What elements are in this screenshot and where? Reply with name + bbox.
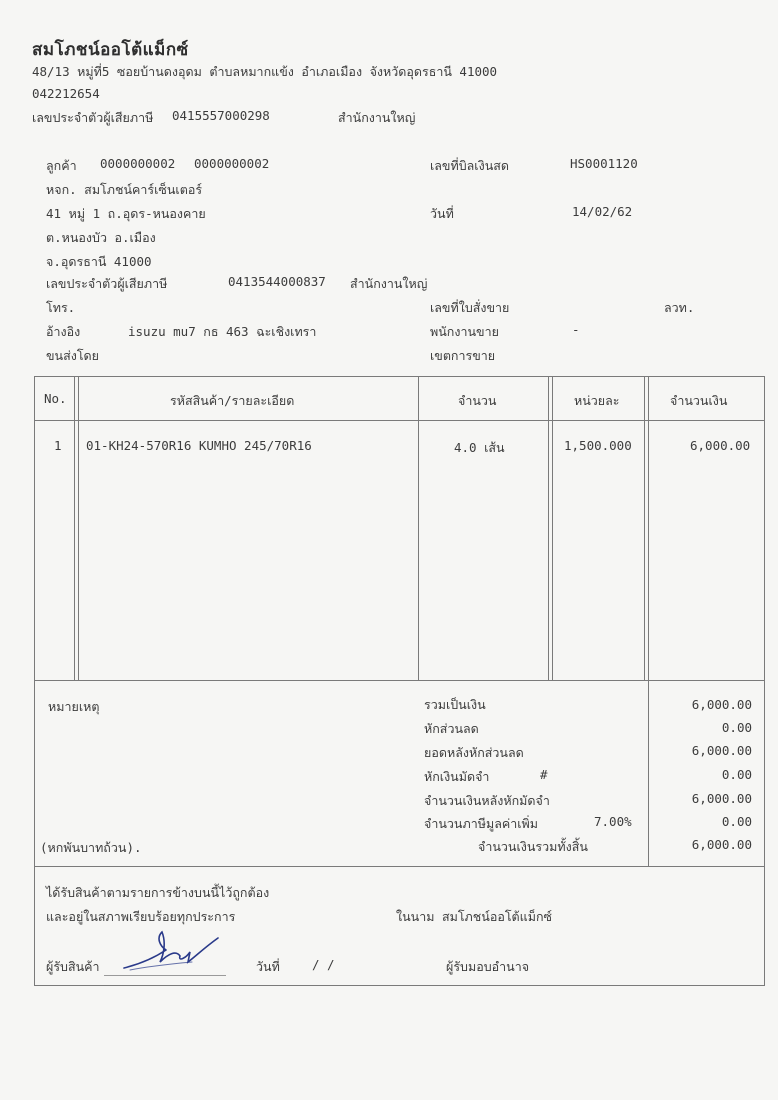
customer-phone-label: โทร. <box>46 300 76 315</box>
received-statement-line-1: ได้รับสินค้าตามรายการข้างบนนี้ไว้ถูกต้อง <box>46 885 270 900</box>
customer-tax-label: เลขประจำตัวผู้เสียภาษี <box>46 276 168 291</box>
customer-branch: สำนักงานใหญ่ <box>350 276 428 291</box>
bill-number: HS0001120 <box>570 156 638 171</box>
reference-value: isuzu mu7 กธ 463 ฉะเชิงเทรา <box>128 324 317 339</box>
summary-value-vat: 0.00 <box>721 814 752 829</box>
sales-area-label: เขตการขาย <box>430 348 496 363</box>
bill-number-label: เลขที่บิลเงินสด <box>430 158 509 173</box>
row-description: 01-KH24-570R16 KUMHO 245/70R16 <box>86 438 312 453</box>
customer-address-3: จ.อุดรธานี 41000 <box>46 254 152 269</box>
receiver-label: ผู้รับสินค้า <box>46 957 104 977</box>
company-tax-id: 0415557000298 <box>172 108 270 123</box>
company-branch: สำนักงานใหญ่ <box>338 110 416 125</box>
salesperson-value: - <box>572 322 580 337</box>
company-phone: 042212654 <box>32 86 100 101</box>
summary-label-total: จำนวนเงินรวมทั้งสิ้น <box>478 839 588 854</box>
header-quantity: จำนวน <box>458 393 497 408</box>
summary-value-discount: 0.00 <box>721 720 752 735</box>
summary-label-subtotal: รวมเป็นเงิน <box>424 697 486 712</box>
deposit-mark: # <box>540 767 548 782</box>
customer-code-1: 0000000002 <box>100 156 176 171</box>
row-no: 1 <box>54 438 62 453</box>
amount-in-words: (หกพันบาทถ้วน). <box>40 840 142 855</box>
remark-label: หมายเหตุ <box>48 699 100 714</box>
summary-label-after-deposit: จำนวนเงินหลังหักมัดจำ <box>424 793 550 808</box>
receive-date-blank: / / <box>312 957 335 972</box>
customer-tax-id: 0413544000837 <box>228 274 326 289</box>
customer-name: หจก. สมโภชน์คาร์เซ็นเตอร์ <box>46 182 203 197</box>
company-tax-label: เลขประจำตัวผู้เสียภาษี <box>32 110 154 125</box>
header-unit-price: หน่วยละ <box>574 393 620 408</box>
summary-label-discount: หักส่วนลด <box>424 721 479 736</box>
customer-code-2: 0000000002 <box>194 156 270 171</box>
signature-image <box>120 928 230 973</box>
summary-value-deposit: 0.00 <box>721 767 752 782</box>
customer-address-1: 41 หมู่ 1 ถ.อุดร-หนองคาย <box>46 206 206 221</box>
authorized-label: ผู้รับมอบอำนาจ <box>446 959 530 974</box>
sales-order-label: เลขที่ใบสั่งขาย <box>430 300 510 315</box>
shipping-label: ขนส่งโดย <box>46 348 99 363</box>
customer-address-2: ต.หนองบัว อ.เมือง <box>46 230 156 245</box>
header-description: รหัสสินค้า/รายละเอียด <box>170 393 295 408</box>
header-no: No. <box>44 391 67 406</box>
invoice-date: 14/02/62 <box>572 204 633 219</box>
summary-label-after-discount: ยอดหลังหักส่วนลด <box>424 745 524 760</box>
company-address: 48/13 หมู่ที่5 ซอยบ้านดงอุดม ตำบลหมากแข้ง อำเภอเมือง จังหวัดอุดรธานี 41000 <box>32 64 498 79</box>
summary-value-total: 6,000.00 <box>691 837 752 852</box>
receive-date-label: วันที่ <box>256 959 280 974</box>
on-behalf-of: ในนาม สมโภชน์ออโต้แม็กซ์ <box>396 909 553 924</box>
received-statement-line-2: และอยู่ในสภาพเรียบร้อยทุกประการ <box>46 909 236 924</box>
customer-label: ลูกค้า <box>46 158 77 173</box>
summary-label-deposit: หักเงินมัดจำ <box>424 769 490 784</box>
row-quantity: 4.0 เส้น <box>454 440 505 455</box>
header-amount: จำนวนเงิน <box>670 393 728 408</box>
date-label: วันที่ <box>430 206 454 221</box>
summary-value-after-deposit: 6,000.00 <box>691 791 752 806</box>
company-name: สมโภชน์ออโต้แม็กซ์ <box>32 40 189 60</box>
vat-rate: 7.00% <box>594 814 632 829</box>
sales-order-value: ลวท. <box>664 300 695 315</box>
reference-label: อ้างอิง <box>46 324 81 339</box>
summary-value-subtotal: 6,000.00 <box>691 697 752 712</box>
row-unit-price: 1,500.000 <box>564 438 632 453</box>
row-amount: 6,000.00 <box>690 438 751 453</box>
summary-label-vat: จำนวนภาษีมูลค่าเพิ่ม <box>424 816 538 831</box>
salesperson-label: พนักงานขาย <box>430 324 499 339</box>
summary-value-after-discount: 6,000.00 <box>691 743 752 758</box>
